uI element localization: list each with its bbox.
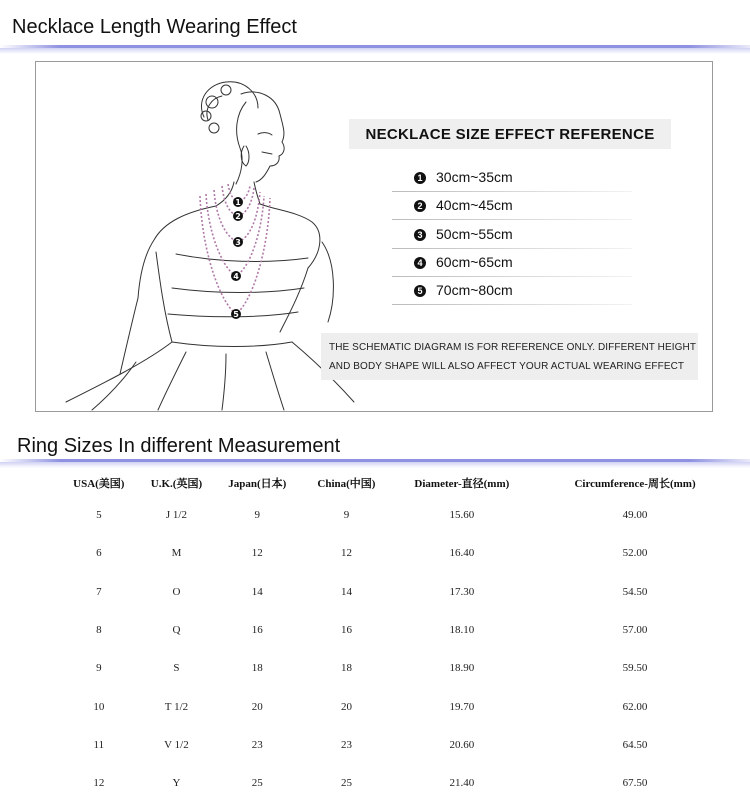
table-cell: Y bbox=[172, 777, 181, 790]
table-cell: 20.60 bbox=[449, 738, 475, 751]
disclaimer-note bbox=[321, 333, 698, 380]
svg-text:5: 5 bbox=[233, 310, 239, 319]
table-row bbox=[60, 611, 740, 649]
table-cell: J 1/2 bbox=[165, 509, 187, 522]
section-divider-shadow bbox=[0, 462, 750, 468]
table-cell: 8 bbox=[96, 624, 102, 637]
ring-section-title: Ring Sizes In different Measurement bbox=[17, 435, 341, 457]
table-cell: 12 bbox=[251, 547, 263, 560]
table-cell: 20 bbox=[340, 700, 352, 713]
size-label: 60cm~65cm bbox=[436, 254, 513, 270]
table-cell: 17.30 bbox=[449, 585, 475, 598]
table-cell: 6 bbox=[96, 547, 102, 560]
table-cell: S bbox=[173, 662, 180, 675]
disclaimer-line: THE SCHEMATIC DIAGRAM IS FOR REFERENCE ONLY. DIFFERENT HEIGHT bbox=[329, 342, 697, 353]
table-cell: 11 bbox=[93, 738, 105, 751]
size-row bbox=[392, 249, 632, 277]
necklace-reference-panel bbox=[35, 61, 713, 412]
column-header: China(中国) bbox=[317, 478, 376, 490]
column-header: U.K.(英国) bbox=[150, 478, 203, 490]
size-row bbox=[392, 192, 632, 220]
table-cell: 59.50 bbox=[622, 662, 648, 675]
ring-size-table bbox=[60, 470, 740, 802]
table-cell: 18 bbox=[251, 662, 263, 675]
number-3-icon: 3 bbox=[414, 229, 426, 241]
table-cell: 64.50 bbox=[622, 738, 648, 751]
table-cell: 14 bbox=[251, 585, 263, 598]
table-cell: 25 bbox=[340, 777, 352, 790]
table-row bbox=[60, 649, 740, 687]
size-row bbox=[392, 221, 632, 249]
table-cell: 16 bbox=[251, 624, 263, 637]
table-cell: M bbox=[171, 547, 182, 560]
table-cell: 23 bbox=[340, 738, 352, 751]
table-cell: 18.10 bbox=[449, 624, 475, 637]
size-row bbox=[392, 164, 632, 192]
svg-text:3: 3 bbox=[235, 238, 241, 247]
table-cell: 16.40 bbox=[449, 547, 475, 560]
table-cell: 15.60 bbox=[449, 509, 475, 522]
table-cell: 25 bbox=[251, 777, 263, 790]
table-cell: 14 bbox=[340, 585, 352, 598]
panel-title: NECKLACE SIZE EFFECT REFERENCE bbox=[349, 119, 671, 149]
table-row bbox=[60, 534, 740, 572]
table-row bbox=[60, 687, 740, 725]
number-5-icon: 5 bbox=[414, 285, 426, 297]
table-cell: 20 bbox=[251, 700, 263, 713]
number-4-icon: 4 bbox=[414, 257, 426, 269]
column-header: USA(美国) bbox=[73, 478, 125, 490]
table-cell: O bbox=[172, 585, 181, 598]
marker-1-icon bbox=[233, 197, 243, 207]
section-divider-shadow bbox=[0, 48, 750, 54]
marker-2-icon bbox=[233, 211, 243, 221]
svg-text:2: 2 bbox=[235, 212, 241, 221]
table-cell: 9 bbox=[254, 509, 260, 522]
table-cell: 52.00 bbox=[622, 547, 648, 560]
column-header: Diameter-直径(mm) bbox=[414, 478, 510, 490]
marker-4-icon bbox=[231, 271, 241, 281]
table-cell: 18.90 bbox=[449, 662, 475, 675]
marker-5-icon bbox=[231, 309, 241, 319]
row-divider bbox=[392, 219, 632, 220]
size-label: 40cm~45cm bbox=[436, 197, 513, 213]
table-cell: Q bbox=[172, 624, 181, 637]
table-cell: 5 bbox=[96, 509, 102, 522]
necklace-section-title: Necklace Length Wearing Effect bbox=[12, 16, 297, 38]
marker-3-icon bbox=[233, 237, 243, 247]
table-cell: 19.70 bbox=[449, 700, 475, 713]
table-cell: 12 bbox=[93, 777, 105, 790]
table-header-row bbox=[60, 470, 740, 496]
number-1-icon: 1 bbox=[414, 172, 426, 184]
table-row bbox=[60, 726, 740, 764]
table-row bbox=[60, 496, 740, 534]
row-divider bbox=[392, 304, 632, 305]
table-cell: 23 bbox=[251, 738, 263, 751]
column-header: Circumference-周长(mm) bbox=[574, 478, 696, 490]
size-label: 50cm~55cm bbox=[436, 226, 513, 242]
table-cell: 7 bbox=[96, 585, 102, 598]
table-cell: 10 bbox=[93, 700, 105, 713]
disclaimer-line: AND BODY SHAPE WILL ALSO AFFECT YOUR ACTUAL WEARING EFFECT bbox=[329, 361, 685, 372]
table-cell: V 1/2 bbox=[164, 738, 189, 751]
number-2-icon: 2 bbox=[414, 200, 426, 212]
size-label: 70cm~80cm bbox=[436, 282, 513, 298]
table-cell: 16 bbox=[340, 624, 352, 637]
table-cell: 54.50 bbox=[622, 585, 648, 598]
table-cell: T 1/2 bbox=[164, 700, 189, 713]
table-cell: 9 bbox=[96, 662, 102, 675]
svg-text:1: 1 bbox=[235, 198, 241, 207]
table-row bbox=[60, 573, 740, 611]
table-cell: 12 bbox=[340, 547, 352, 560]
table-row bbox=[60, 764, 740, 802]
table-cell: 49.00 bbox=[622, 509, 648, 522]
column-header: Japan(日本) bbox=[228, 478, 287, 490]
size-row bbox=[392, 277, 632, 305]
table-cell: 67.50 bbox=[622, 777, 648, 790]
table-cell: 18 bbox=[340, 662, 352, 675]
table-cell: 57.00 bbox=[622, 624, 648, 637]
size-label: 30cm~35cm bbox=[436, 169, 513, 185]
svg-text:4: 4 bbox=[233, 272, 239, 281]
table-cell: 21.40 bbox=[449, 777, 475, 790]
table-cell: 9 bbox=[343, 509, 350, 522]
table-cell: 62.00 bbox=[622, 700, 648, 713]
